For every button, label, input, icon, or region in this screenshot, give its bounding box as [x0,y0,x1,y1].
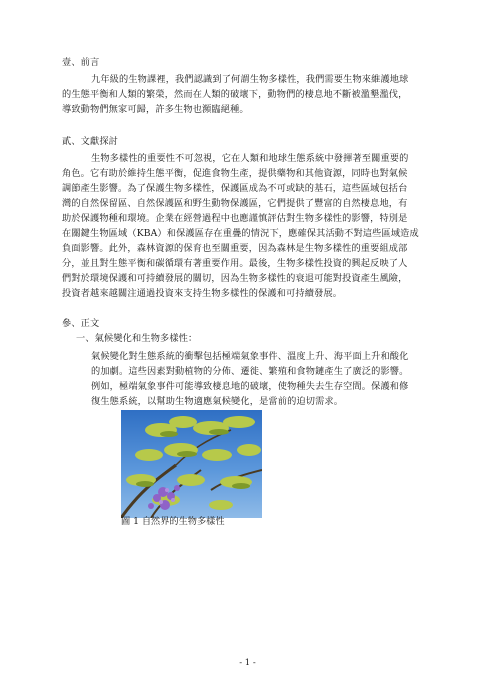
section1-line: 的生態平衡和人類的繁榮，然而在人類的破壞下，動物們的棲息地不斷被濫墾濫伐， [62,89,408,100]
section2-line: 灣的自然保留區、自然保護區和野生動物保護區，它們提供了豐富的自然棲息地，有 [62,198,408,209]
section2-line: 們對於環境保護和可持續發展的關切，因為生物多樣性的衰退可能對投資產生風險， [62,273,408,284]
section2-line: 生物多樣性的重要性不可忽視，它在人類和地球生態系統中發揮著至關重要的 [91,153,409,164]
section3-heading: 參、正文 [62,318,100,329]
section2-line: 調節產生影響。為了保護生物多樣性，保護區成為不可或缺的基石，這些區域包括台 [62,183,408,194]
page-number: - 1 - [239,658,256,668]
section3-line: 例如，極端氣象事件可能導致棲息地的破壞，使物種失去生存空間。保護和修 [91,381,409,392]
section3-line: 氣候變化對生態系統的衝擊包括極端氣象事件、溫度上升、海平面上升和酸化 [91,351,409,362]
section2-line: 助於保護物種和環境。企業在經營過程中也應謹慎評估對生物多樣性的影響，特別是 [62,213,408,224]
section2-heading: 貳、文獻探討 [62,136,119,147]
section3-subheading: 一、氣候變化和生物多樣性： [76,333,198,344]
nature-photo [121,410,262,518]
section1-heading: 壹、前言 [62,57,100,68]
section2-line: 投資者越來越關注通過投資來支持生物多樣性的保護和可持續發展。 [62,288,343,299]
section2-line: 分，並且對生態平衡和碳循環有著重要作用。最後，生物多樣性投資的興起反映了人 [62,258,408,269]
section1-line: 導致動物們無家可歸，許多生物也瀕臨絕種。 [62,104,249,115]
section3-line: 的加劇。這些因素對動植物的分佈、遷徙、繁殖和食物鏈產生了廣泛的影響。 [91,366,409,377]
section2-line: 角色。它有助於維持生態平衡，促進食物生產，提供藥物和其他資源，同時也對氣候 [62,168,408,179]
section1-line: 九年級的生物課裡，我們認識到了何謂生物多樣性，我們需要生物來維護地球 [91,74,409,85]
section2-line: 負面影響。此外，森林資源的保育也至關重要，因為森林是生物多樣性的重要組成部 [62,243,408,254]
section3-line: 復生態系統，以幫助生物適應氣候變化，是當前的迫切需求。 [91,396,344,407]
section2-line: 在關鍵生物區域（KBA）和保護區存在重疊的情況下，應確保其活動不對這些區域造成 [62,228,419,239]
figure-caption: 圖 1 自然界的生物多樣性 [121,516,225,527]
